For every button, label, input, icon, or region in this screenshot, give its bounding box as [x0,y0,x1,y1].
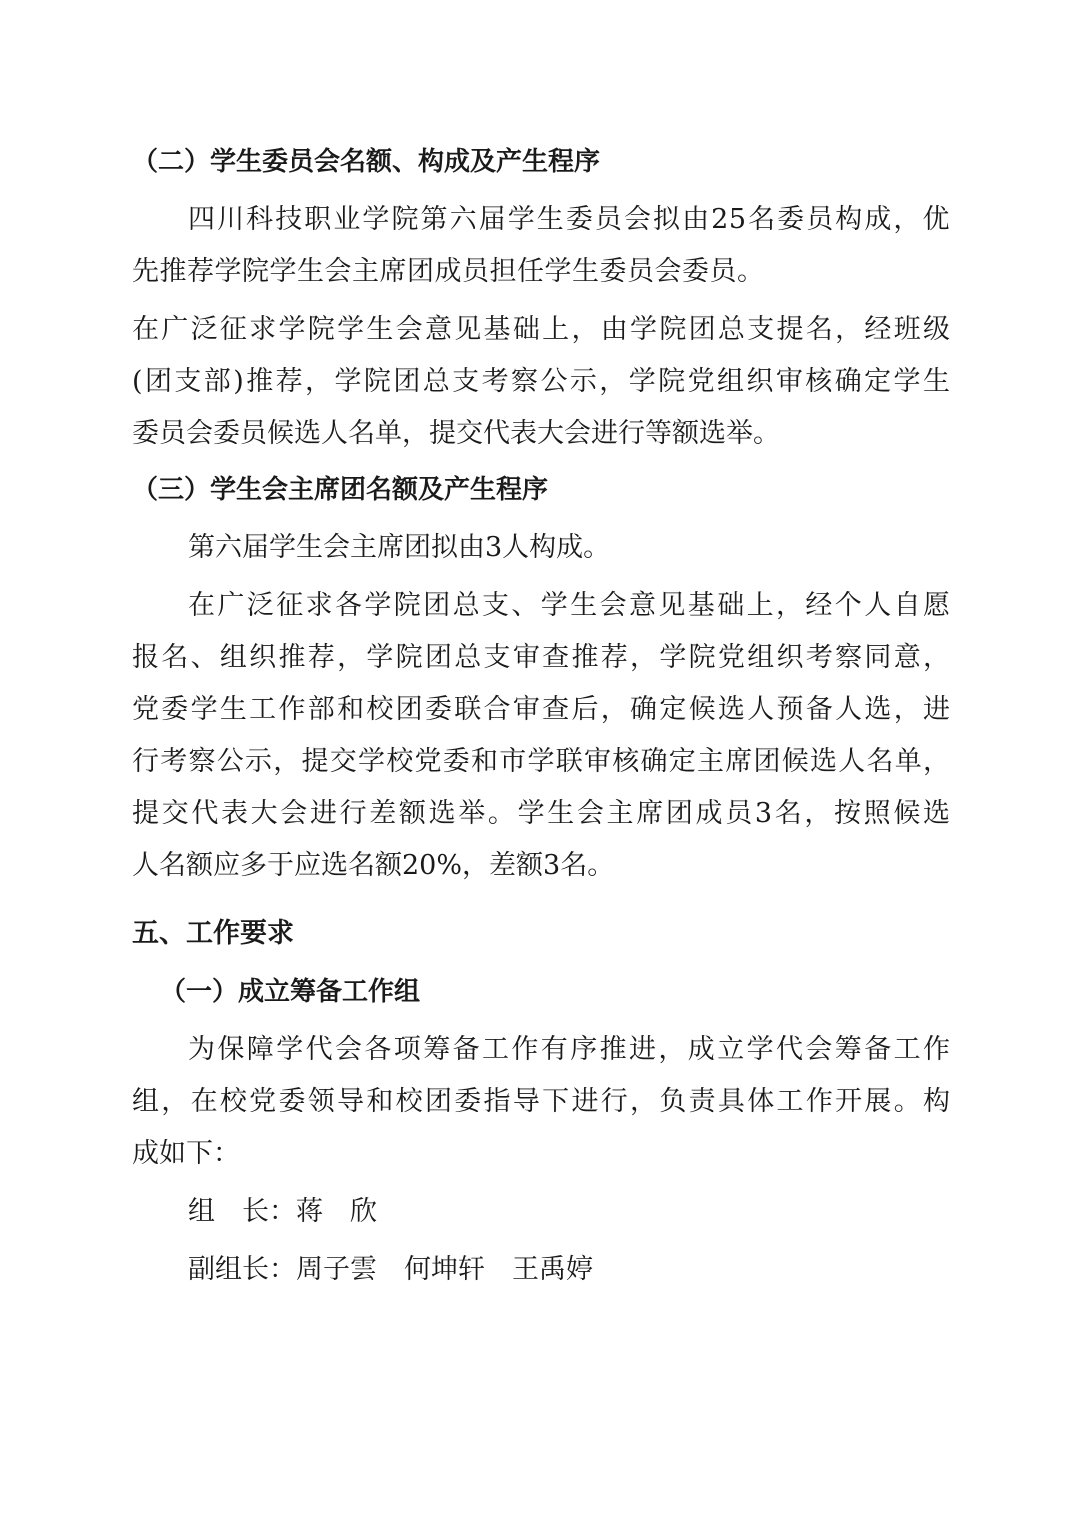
section-2-paragraph-1-line-1: 四川科技职业学院第六届学生委员会拟由25名委员构成，优 [188,204,950,235]
section-3-heading: （三）学生会主席团名额及产生程序 [132,475,549,505]
section-2-paragraph-2-line-2: (团支部)推荐，学院团总支考察公示，学院党组织审核确定学生 [132,366,950,397]
section-3-paragraph-1: 第六届学生会主席团拟由3人构成。 [188,532,611,563]
part-5-heading: 五、工作要求 [132,918,294,949]
part-5-paragraph-1-line-3: 成如下： [132,1138,240,1169]
deputy-leaders-line: 副组长：周子雲 何坤轩 王禹婷 [188,1254,593,1285]
group-leader-line: 组 长：蒋 欣 [188,1196,377,1227]
part-5-paragraph-1-line-2: 组，在校党委领导和校团委指导下进行，负责具体工作开展。构 [132,1086,950,1117]
part-5-sub-1-heading: （一）成立筹备工作组 [160,977,421,1007]
section-2-paragraph-2-line-3: 委员会委员候选人名单，提交代表大会进行等额选举。 [132,418,780,449]
section-2-heading: （二）学生委员会名额、构成及产生程序 [132,147,601,177]
part-5-paragraph-1-line-1: 为保障学代会各项筹备工作有序推进，成立学代会筹备工作 [188,1034,950,1065]
section-3-paragraph-2-line-6: 人名额应多于应选名额20%，差额3名。 [132,850,615,881]
section-3-paragraph-2-line-2: 报名、组织推荐，学院团总支审查推荐，学院党组织考察同意， [132,642,950,673]
section-3-paragraph-2-line-5: 提交代表大会进行差额选举。学生会主席团成员3名，按照候选 [132,798,950,829]
section-2-paragraph-2-line-1: 在广泛征求学院学生会意见基础上，由学院团总支提名，经班级 [132,314,950,345]
section-2-paragraph-1-line-2: 先推荐学院学生会主席团成员担任学生委员会委员。 [132,256,765,287]
section-3-paragraph-2-line-4: 行考察公示，提交学校党委和市学联审核确定主席团候选人名单， [132,746,950,777]
section-3-paragraph-2-line-1: 在广泛征求各学院团总支、学生会意见基础上，经个人自愿 [188,590,950,621]
section-3-paragraph-2-line-3: 党委学生工作部和校团委联合审查后，确定候选人预备人选，进 [132,694,950,725]
